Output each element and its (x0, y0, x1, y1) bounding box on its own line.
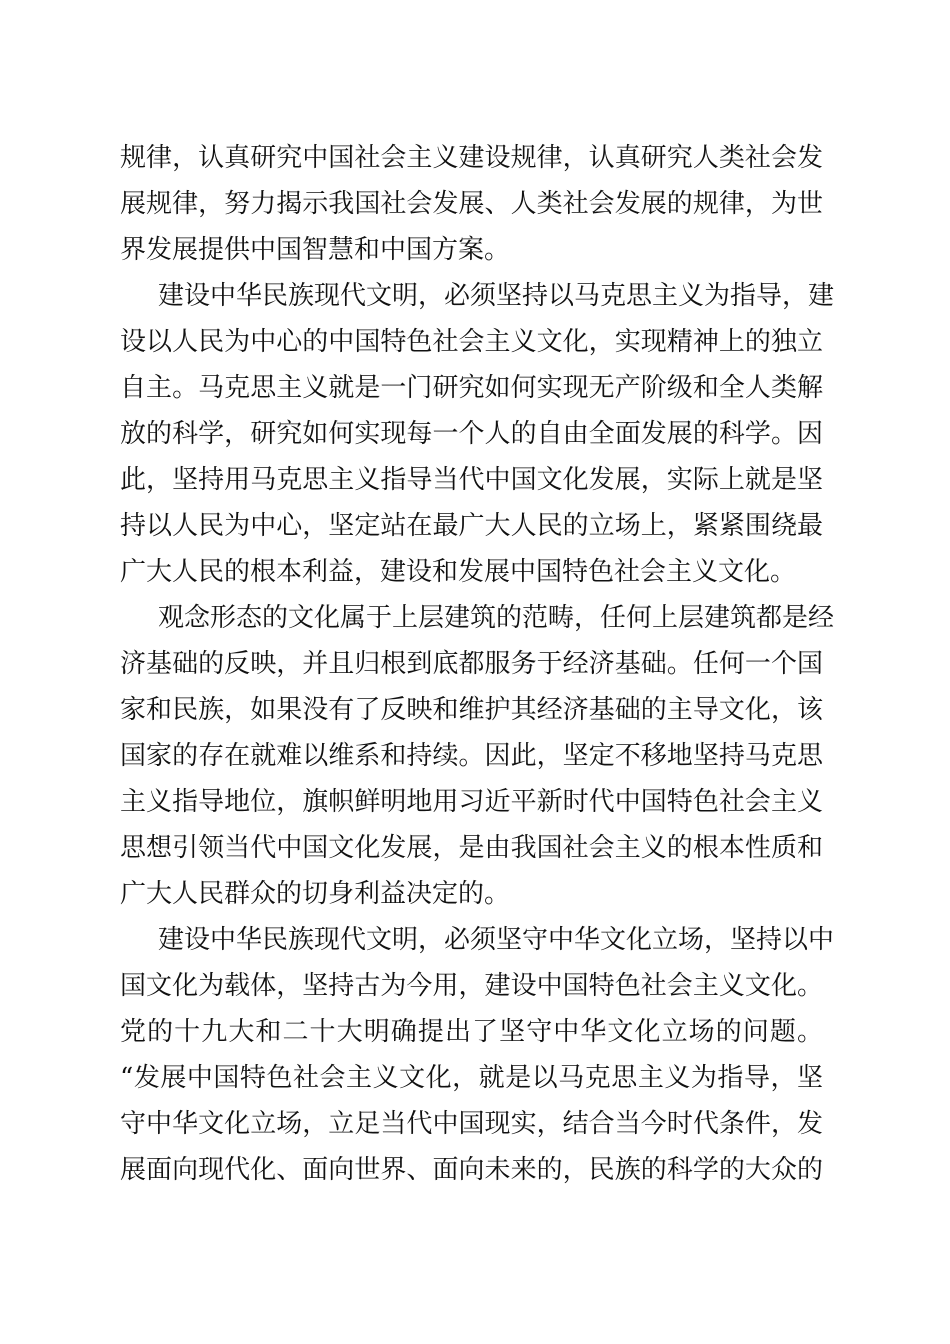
text-line: 界发展提供中国智慧和中国方案。 (120, 235, 511, 265)
text-line: 展规律，努力揭示我国社会发展、人类社会发展的规律，为世 (120, 189, 823, 219)
text-line: 国家的存在就难以维系和持续。因此，坚定不移地坚持马克思 (120, 741, 823, 771)
text-line: 守中华文化立场，立足当代中国现实，结合当今时代条件，发 (120, 1109, 823, 1139)
text-line: 国文化为载体，坚持古为今用，建设中国特色社会主义文化。 (120, 971, 823, 1001)
text-line: 此，坚持用马克思主义指导当代中国文化发展，实际上就是坚 (120, 465, 823, 495)
text-line: 思想引领当代中国文化发展，是由我国社会主义的根本性质和 (120, 833, 823, 863)
text-line: 持以人民为中心，坚定站在最广大人民的立场上，紧紧围绕最 (120, 511, 823, 541)
paragraph-first-line: 观念形态的文化属于上层建筑的范畴，任何上层建筑都是经 (158, 603, 835, 633)
text-line: “发展中国特色社会主义文化，就是以马克思主义为指导，坚 (120, 1063, 823, 1093)
text-line: 党的十九大和二十大明确提出了坚守中华文化立场的问题。 (120, 1017, 823, 1047)
text-line: 自主。马克思主义就是一门研究如何实现无产阶级和全人类解 (120, 373, 823, 403)
text-line: 济基础的反映，并且归根到底都服务于经济基础。任何一个国 (120, 649, 823, 679)
text-line: 广大人民群众的切身利益决定的。 (120, 879, 511, 909)
text-line: 广大人民的根本利益，建设和发展中国特色社会主义文化。 (120, 557, 797, 587)
paragraph-first-line: 建设中华民族现代文明，必须坚持以马克思主义为指导，建 (158, 281, 835, 311)
text-line: 主义指导地位，旗帜鲜明地用习近平新时代中国特色社会主义 (120, 787, 823, 817)
text-line: 设以人民为中心的中国特色社会主义文化，实现精神上的独立 (120, 327, 823, 357)
paragraph-first-line: 建设中华民族现代文明，必须坚守中华文化立场，坚持以中 (158, 925, 835, 955)
text-line: 规律，认真研究中国社会主义建设规律，认真研究人类社会发 (120, 143, 823, 173)
text-line: 放的科学，研究如何实现每一个人的自由全面发展的科学。因 (120, 419, 823, 449)
text-line: 展面向现代化、面向世界、面向未来的，民族的科学的大众的 (120, 1155, 823, 1185)
text-line: 家和民族，如果没有了反映和维护其经济基础的主导文化，该 (120, 695, 823, 725)
